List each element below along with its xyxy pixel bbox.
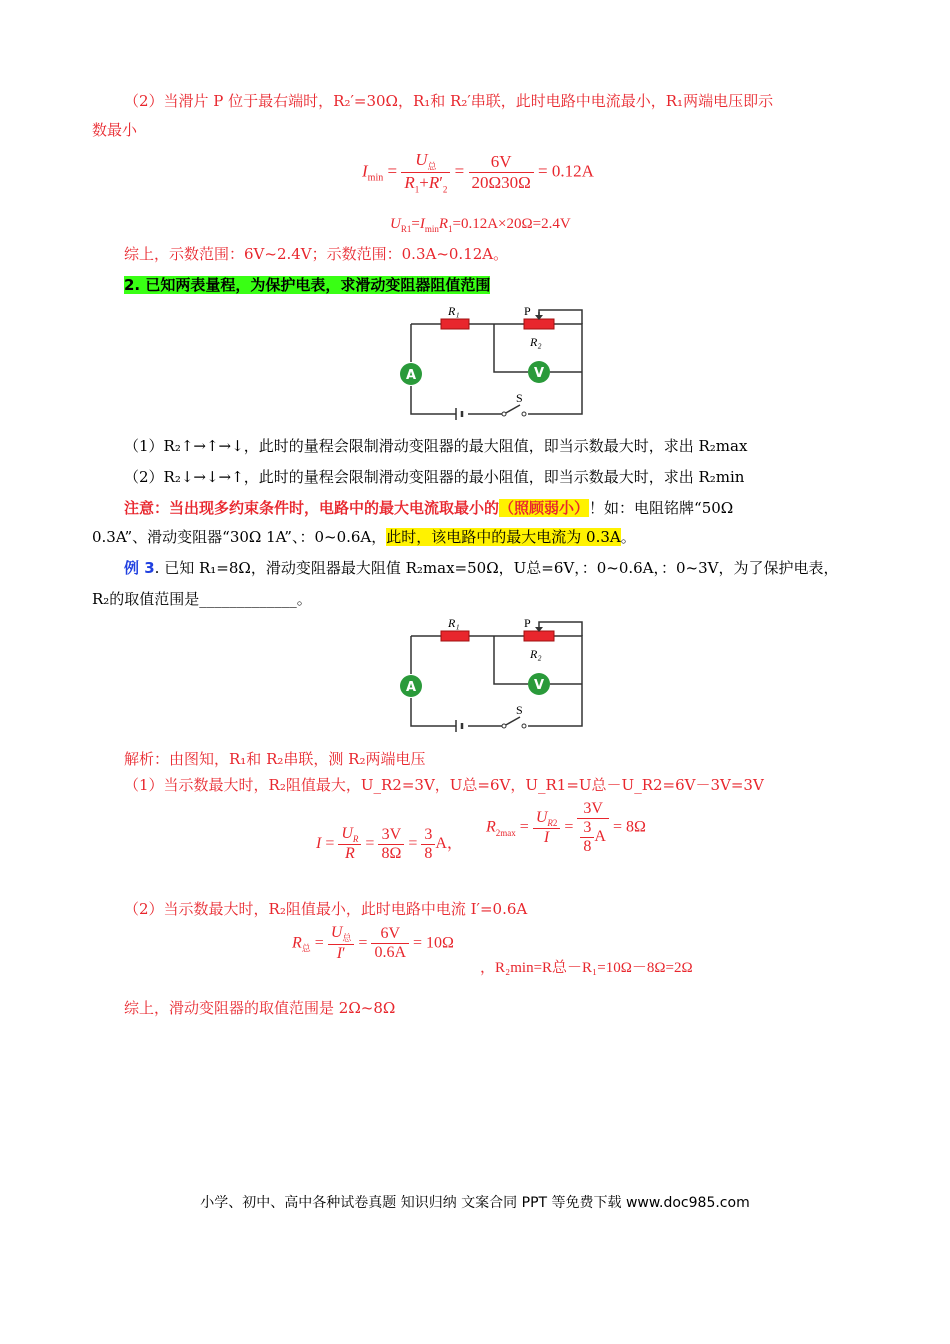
formula-ur1: $U_{R1}=I_{min}R_1=0.12A\times 20\Omega=2.4V$: [390, 216, 571, 234]
note-line1: 注意：当出现多约束条件时，电路中的最大电流取最小的（照顾弱小）！如：电阻铭牌“50Ω: [124, 499, 734, 517]
formula-rtotal: $R_总$ = $\frac{U_总}{I'}$ = $\frac{6V}{0.6A}$ = 10Ω: [292, 924, 454, 963]
solution-intro: 解析：由图知，R₁和 R₂串联，测 R₂两端电压: [124, 750, 426, 768]
formula-r2max: $R_{2max}$ = $\frac{U_{R2}}{I}$ = 3V $\frac{3}{8}$ A = 8Ω: [486, 800, 646, 855]
svg-text:P: P: [524, 616, 531, 630]
svg-text:P: P: [524, 304, 531, 318]
heading2: 2. 已知两表量程，为保护电表，求滑动变阻器阻值范围: [124, 276, 491, 294]
svg-text:V: V: [533, 678, 545, 693]
formula-imin: $I_{min}$ = $\frac{U_总}{R_1+R'_2}$ = $\frac{6V}{20\Omega 30\Omega}$ = 0.12A: [362, 150, 594, 195]
solution-step1: （1）当示数最大时，R₂阻值最大，U_R2=3V，U总=6V，U_R1=U总－U_R2=6V－3V=3V: [124, 776, 764, 794]
svg-text:R₂: R₂: [530, 335, 542, 349]
summary1: 综上，示数范围：6V~2.4V；示数范围：0.3A~0.12A。: [124, 245, 509, 263]
part2-line1: （2）当滑片 P 位于最右端时，R₂′=30Ω，R₁和 R₂′串联，此时电路中电流最小，R₁两端电压即示: [124, 92, 774, 110]
svg-text:A: A: [405, 368, 417, 383]
item2: （2）R₂↓→↓→↑，此时的量程会限制滑动变阻器的最小阻值，即当示数最大时，求出 R₂min: [124, 468, 745, 486]
circuit-diagram-1: [394, 302, 588, 422]
svg-text:V: V: [533, 366, 545, 381]
svg-text:S: S: [516, 391, 523, 405]
part2-line2: 数最小: [92, 121, 138, 139]
svg-text:R₁: R₁: [448, 616, 460, 630]
example3-line1: 例 3. 已知 R₁=8Ω，滑动变阻器最大阻值 R₂max=50Ω，U总=6V，：0~0.6A，：0~3V，为了保护电表，: [124, 559, 839, 577]
svg-text:A: A: [405, 680, 417, 695]
formula-current: I = $\frac{U_R}{R}$ = $\frac{3V}{8\Omega}$ = $\frac{3}{8}$ A，: [316, 825, 463, 863]
svg-text:R₁: R₁: [448, 304, 460, 318]
circuit-diagram-2: [394, 614, 588, 734]
solution-step2: （2）当示数最大时，R₂阻值最小，此时电路中电流 I′=0.6A: [124, 900, 528, 918]
solution-summary: 综上，滑动变阻器的取值范围是 2Ω~8Ω: [124, 999, 396, 1017]
note-line2: 0.3A”、滑动变阻器“30Ω 1A”、：0~0.6A，此时，该电路中的最大电流为 0.3A。: [92, 528, 636, 546]
svg-text:R₂: R₂: [530, 647, 542, 661]
example3-line2: R₂的取值范围是_____________。: [92, 590, 312, 608]
item1: （1）R₂↑→↑→↓，此时的量程会限制滑动变阻器的最大阻值，即当示数最大时，求出 R₂max: [124, 437, 748, 455]
svg-text:S: S: [516, 703, 523, 717]
formula-r2min: ，R₂min=R总－R₁=10Ω－8Ω=2Ω: [480, 960, 693, 976]
footer-text: 小学、初中、高中各种试卷真题 知识归纳 文案合同 PPT 等免费下载 www.doc985.com: [200, 1195, 750, 1211]
